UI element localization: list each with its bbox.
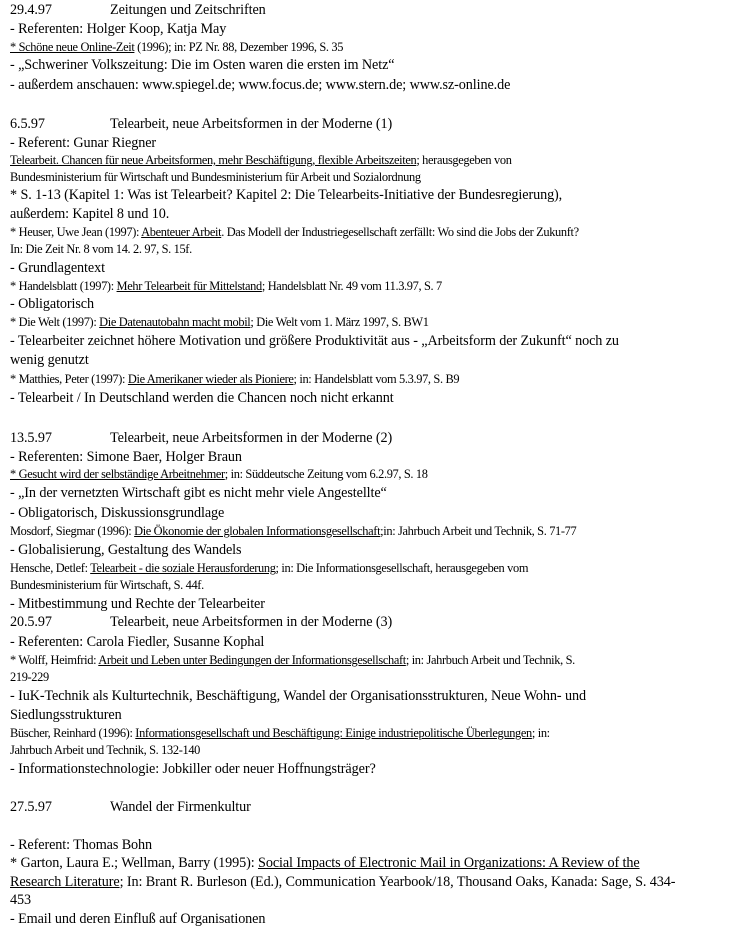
session-title: Telearbeit, neue Arbeitsformen in der Moderne (1) [110, 116, 393, 132]
reference-title: Telearbeit - die soziale Herausforderung [90, 561, 276, 575]
reference-title: Die Ökonomie der globalen Informationsgesellschaft [134, 524, 381, 538]
referenten: - Referent: Gunar Riegner [10, 135, 157, 151]
reference-title: Abenteuer Arbeit [141, 225, 222, 239]
reference-title: * Schöne neue Online-Zeit [10, 40, 135, 54]
reference: Büscher, Reinhard (1996): Informationsgesellschaft und Beschäftigung: Einige industriepolitische Überlegungen; in: [10, 726, 550, 740]
reference-cont: Jahrbuch Arbeit und Technik, S. 132-140 [10, 743, 201, 757]
session-title: Zeitungen und Zeitschriften [110, 2, 266, 18]
note: - „Schweriner Volkszeitung: Die im Osten waren die ersten im Netz“ [10, 57, 395, 73]
reference-title-cont: Research Literature [10, 874, 120, 890]
session-title: Telearbeit, neue Arbeitsformen in der Moderne (2) [110, 430, 393, 446]
note: - außerdem anschauen: www.spiegel.de; www.focus.de; www.stern.de; www.sz-online.de [10, 77, 511, 93]
reference-cont: In: Die Zeit Nr. 8 vom 14. 2. 97, S. 15f. [10, 242, 192, 256]
referenten: - Referenten: Holger Koop, Katja May [10, 21, 227, 37]
reference-title: Die Amerikaner wieder als Pioniere [127, 372, 294, 386]
reference: * Die Welt (1997): Die Datenautobahn macht mobil; Die Welt vom 1. März 1997, S. BW1 [10, 315, 429, 329]
reference-title: Social Impacts of Electronic Mail in Organizations: A Review of the [258, 855, 640, 871]
reference-title: Mehr Telearbeit für Mittelstand [116, 279, 262, 293]
reference: Hensche, Detlef: Telearbeit - die soziale Herausforderung; in: Die Informationsgesellschaft, herausgegeben vom [10, 561, 529, 575]
reference-cont: 219-229 [10, 670, 49, 684]
note: - Informationstechnologie: Jobkiller oder neuer Hoffnungsträger? [10, 761, 376, 777]
session-date: 13.5.97 [10, 430, 52, 446]
reference: * Heuser, Uwe Jean (1997): Abenteuer Arbeit. Das Modell der Industriegesellschaft zerfällt: Wo sind die Jobs der Zukunft? [10, 225, 579, 239]
referenten: - Referenten: Carola Fiedler, Susanne Kophal [10, 634, 265, 650]
session-title: Wandel der Firmenkultur [110, 799, 251, 815]
reference: * Matthies, Peter (1997): Die Amerikaner wieder als Pioniere; in: Handelsblatt vom 5.3.97, S. B9 [10, 372, 460, 386]
note-cont: außerdem: Kapitel 8 und 10. [10, 206, 170, 222]
note: - Globalisierung, Gestaltung des Wandels [10, 542, 242, 558]
note: - Email und deren Einfluß auf Organisationen [10, 911, 266, 927]
reference-title: * Gesucht wird der selbständige Arbeitnehmer [10, 467, 225, 481]
reference: Telearbeit. Chancen für neue Arbeitsformen, mehr Beschäftigung, flexible Arbeitszeiten; herausgegeben von [10, 153, 512, 167]
session-heading [10, 116, 392, 133]
reference-title: Die Datenautobahn macht mobil [99, 315, 251, 329]
session-date: 29.4.97 [10, 2, 52, 18]
note: - Mitbestimmung und Rechte der Telearbeiter [10, 596, 265, 612]
note: - Telearbeiter zeichnet höhere Motivation und größere Produktivität aus - „Arbeitsform der Zukunft“ noch zu [10, 333, 619, 349]
session-date: 6.5.97 [10, 116, 45, 132]
note-cont: Siedlungsstrukturen [10, 707, 122, 723]
reference: * Garton, Laura E.; Wellman, Barry (1995): Social Impacts of Electronic Mail in Organizations: A Review of the [10, 855, 640, 871]
reference: * Handelsblatt (1997): Mehr Telearbeit für Mittelstand; Handelsblatt Nr. 49 vom 11.3.97, S. 7 [10, 279, 442, 293]
reference: Mosdorf, Siegmar (1996): Die Ökonomie der globalen Informationsgesellschaft;in: Jahrbuch Arbeit und Technik, S. 71-77 [10, 524, 577, 538]
reference-cont: Research Literature; In: Brant R. Burleson (Ed.), Communication Yearbook/18, Thousand Oaks, Kanada: Sage, S. 434- [10, 874, 676, 890]
session-heading [10, 799, 251, 816]
session-heading [10, 2, 266, 19]
note: - Grundlagentext [10, 260, 105, 276]
session-date: 20.5.97 [10, 614, 52, 630]
session-heading [10, 430, 392, 447]
note: - „In der vernetzten Wirtschaft gibt es nicht mehr viele Angestellte“ [10, 485, 387, 501]
note: * S. 1-13 (Kapitel 1: Was ist Telearbeit? Kapitel 2: Die Telearbeits-Initiative der Bundesregierung), [10, 187, 563, 203]
reference: * Gesucht wird der selbständige Arbeitnehmer; in: Süddeutsche Zeitung vom 6.2.97, S. 18 [10, 467, 428, 481]
note: - IuK-Technik als Kulturtechnik, Beschäftigung, Wandel der Organisationsstrukturen, Neue Wohn- und [10, 688, 586, 704]
reference: * Wolff, Heimfrid: Arbeit und Leben unter Bedingungen der Informationsgesellschaft; in: Jahrbuch Arbeit und Technik, S. [10, 653, 575, 667]
reference-cont: Bundesministerium für Wirtschaft und Bundesministerium für Arbeit und Sozialordnung [10, 170, 421, 184]
note: - Telearbeit / In Deutschland werden die Chancen noch nicht erkannt [10, 390, 394, 406]
session-title: Telearbeit, neue Arbeitsformen in der Moderne (3) [110, 614, 393, 630]
referenten: - Referenten: Simone Baer, Holger Braun [10, 449, 242, 465]
reference: * Schöne neue Online-Zeit (1996); in: PZ Nr. 88, Dezember 1996, S. 35 [10, 40, 344, 54]
reference-cont: 453 [10, 892, 31, 908]
referenten: - Referent: Thomas Bohn [10, 837, 153, 853]
note-cont: wenig genutzt [10, 352, 89, 368]
reference-cont: Bundesministerium für Wirtschaft, S. 44f. [10, 578, 204, 592]
reference-title: Arbeit und Leben unter Bedingungen der Informationsgesellschaft [98, 653, 406, 667]
session-date: 27.5.97 [10, 799, 52, 815]
note: - Obligatorisch, Diskussionsgrundlage [10, 505, 225, 521]
reference-title: Informationsgesellschaft und Beschäftigung: Einige industriepolitische Überlegungen [135, 726, 532, 740]
session-heading [10, 614, 392, 631]
note: - Obligatorisch [10, 296, 94, 312]
reference-title: Telearbeit. Chancen für neue Arbeitsformen, mehr Beschäftigung, flexible Arbeitszeiten [10, 153, 417, 167]
